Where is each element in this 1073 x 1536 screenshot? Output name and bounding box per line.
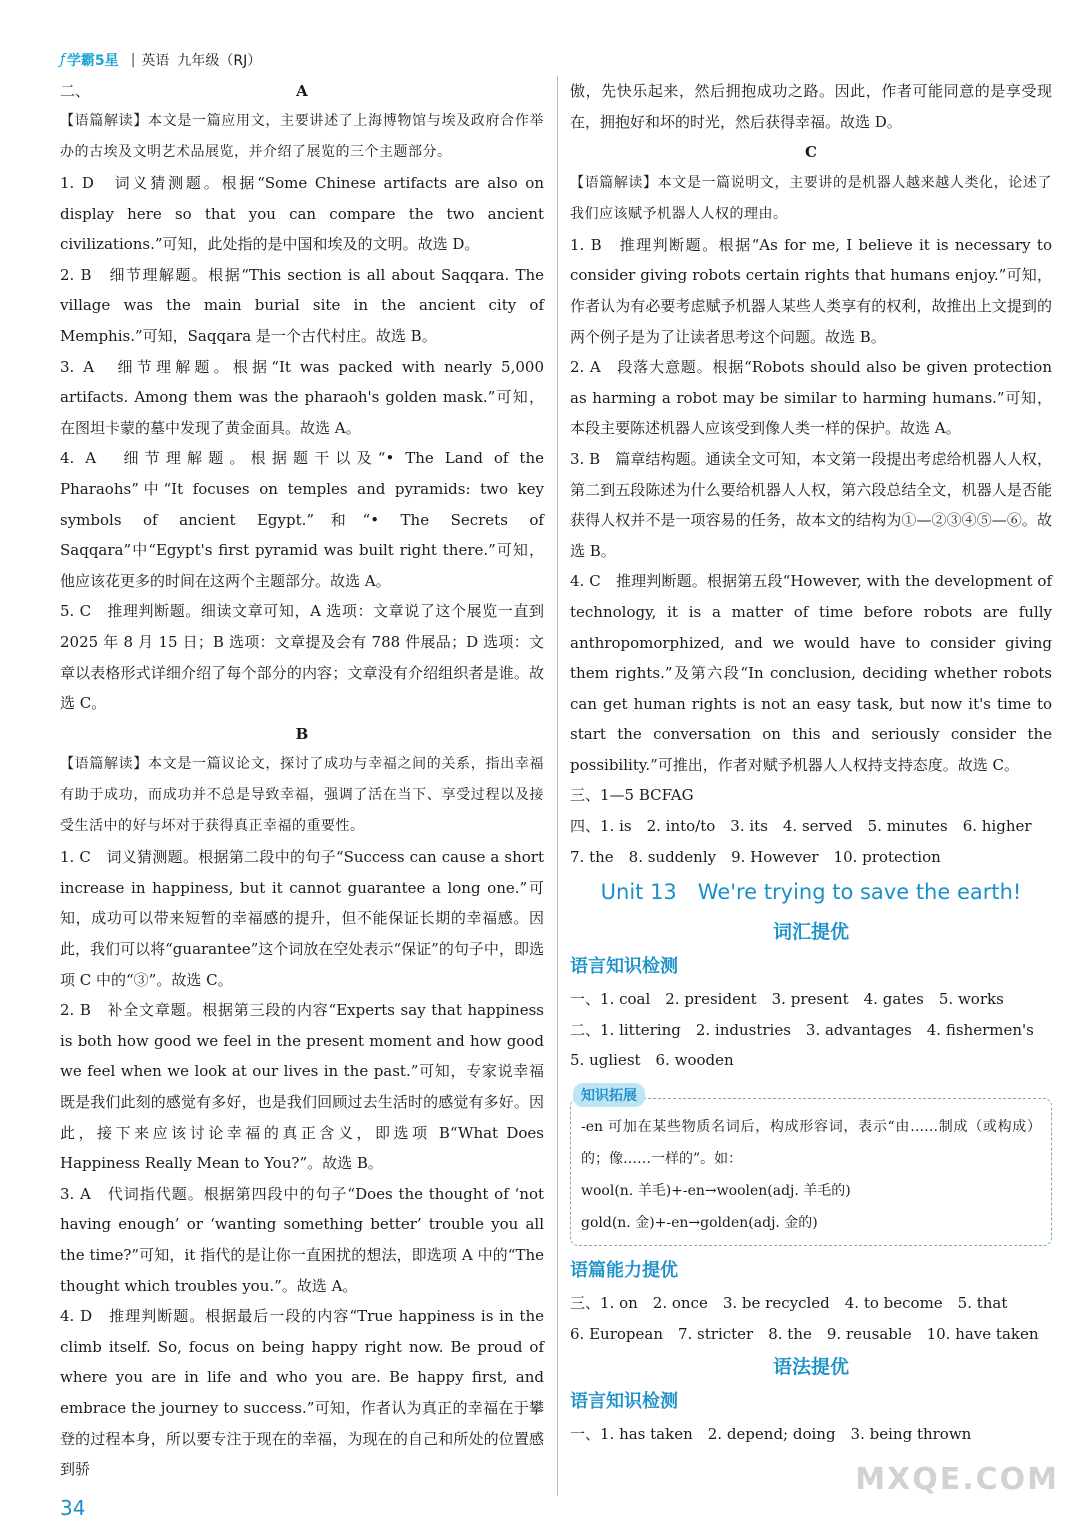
page-number: 34 xyxy=(60,1496,86,1520)
knowledge-extension-box xyxy=(570,1088,1052,1246)
part-label: 二、 xyxy=(60,82,91,100)
part-two-heading xyxy=(60,76,544,106)
header-subject: 英语 xyxy=(141,53,170,69)
answer-a5: 5. C 推理判断题。细读文章可知，A 选项：文章说了这个展览一直到 2025 年 8 月 15 日；B 选项：文章提及会有 788 件展品；D 选项：文章以表格形式详细介绍了每个部分的内容；文章没有介绍组织者是谁。故选 C。 xyxy=(60,602,544,713)
passage-c-analysis: 【语篇解读】本文是一篇说明文，主要讲的是机器人越来越人类化，论述了我们应该赋予机器人人权的理由。 xyxy=(570,174,1052,222)
header-grade: 九年级（RJ） xyxy=(177,53,262,69)
extension-rule: -en 可加在某些物质名词后，构成形容词，表示“由……制成（或构成）的；像……一样的”。如： xyxy=(581,1119,1041,1168)
right-column xyxy=(570,76,1052,1450)
vocab-part-two-line1: 二、1. littering 2. industries 3. advantages 4. fishermen's xyxy=(570,1020,1034,1039)
part-four-answers-line1: 四、1. is 2. into/to 3. its 4. served 5. minutes 6. higher xyxy=(570,817,1032,836)
header-separator: | xyxy=(130,52,136,68)
part-three-answers: 三、1—5 BCFAG xyxy=(570,786,694,805)
watermark: MXQE.COM xyxy=(855,1462,1059,1497)
answer-b1: 1. C 词义猜测题。根据第二段中的句子“Success can cause a short increase in happiness, but it cannot guarantee a long one.”可知，成功可以带来短暂的幸福感的提升，但不能保证长期的幸福感。因此，我们可以将“guarantee”这个词放在空处表示“保证”的句子中，即选项 C 中的“③”。故选 C。 xyxy=(60,848,544,989)
passage-b-heading: B xyxy=(295,724,309,743)
answer-b4-continued: 傲，先快乐起来，然后拥抱成功之路。因此，作者可能同意的是享受现在，拥抱好和坏的时光，然后获得幸福。故选 D。 xyxy=(570,82,1052,131)
vocab-section-title: 词汇提优 xyxy=(772,921,849,944)
grammar-section-title: 语法提优 xyxy=(772,1356,849,1379)
answer-b3: 3. A 代词指代题。根据第四段中的句子“Does the thought of ‘not having enough’ or ‘wanting something better’ trouble you all the time?”可知，it 指代的是让你一直困扰的想法，即选项 A 中的“The thought which troubles you.”。故选 A。 xyxy=(60,1184,544,1295)
answer-b4: 4. D 推理判断题。根据最后一段的内容“True happiness is in the climb itself. So, focus on being happy right now. Be proud of where you are in life and who you are. Be happy first, and embrace the journey to success.”可知，作者认为真正的幸福在于攀登的过程本身，所以要专注于现在的幸福，为现在的自己和所处的位置感到骄 xyxy=(60,1307,544,1479)
passage-a-heading: A xyxy=(296,82,308,100)
vocab-part-one: 一、1. coal 2. president 3. present 4. gates 5. works xyxy=(570,990,1004,1009)
grammar-answers-line1: 一、1. has taken 2. depend; doing 3. being thrown xyxy=(570,1425,972,1444)
left-column xyxy=(60,76,544,1485)
passage-c-heading: C xyxy=(805,143,817,162)
reading-answers-line2: 6. European 7. stricter 8. the 9. reusable 10. have taken xyxy=(570,1324,1039,1343)
answer-a2: 2. B 细节理解题。根据“This section is all about Saqqara. The village was the main burial site in the ancient city of Memphis.”可知，Saqqara 是一个古代村庄。故选 B。 xyxy=(60,265,544,345)
answer-a4: 4. A 细节理解题。根据题干以及“• The Land of the Pharaohs”中“It focuses on temples and pyramids: two key symbols of ancient Egypt.”和“• The Secrets of Saqqara”中“Egypt's first pyramid was built right there.”可知，他应该花更多的时间在这两个主题部分。故选 A。 xyxy=(60,449,544,590)
answer-c1: 1. B 推理判断题。根据“As for me, I believe it is necessary to consider giving robots certain rights that humans enjoy.”可知，作者认为有必要考虑赋予机器人某些人类享有的权利，故推出上文提到的两个例子是为了让读者思考这个问题。故选 B。 xyxy=(570,235,1052,346)
reading-ability-heading: 语篇能力提优 xyxy=(570,1260,678,1282)
answer-c3: 3. B 篇章结构题。通读全文可知，本文第一段提出考虑给机器人人权，第二到五段陈述为什么要给机器人人权，第六段总结全文，机器人是否能获得人权并不是一项容易的任务，故本文的结构为①—②③④⑤—⑥。故选 B。 xyxy=(570,449,1052,560)
page-header xyxy=(60,50,261,70)
unit-title: Unit 13 We're trying to save the earth! xyxy=(600,880,1022,905)
extension-example-wool: wool(n. 羊毛)+-en→woolen(adj. 羊毛的) xyxy=(581,1183,851,1200)
reading-answers-line1: 三、1. on 2. once 3. be recycled 4. to become 5. that xyxy=(570,1294,1008,1313)
brand-name: 学霸5星 xyxy=(66,53,119,69)
answer-c2: 2. A 段落大意题。根据“Robots should also be given protection as harming a robot may be similar to harming humans.”可知，本段主要陈述机器人应该受到像人类一样的保护。故选 A。 xyxy=(570,358,1052,438)
column-divider xyxy=(557,76,558,1496)
vocab-part-two-line2: 5. ugliest 6. wooden xyxy=(570,1051,734,1070)
passage-a-analysis: 【语篇解读】本文是一篇应用文，主要讲述了上海博物馆与埃及政府合作举办的古埃及文明艺术品展览，并介绍了展览的三个主题部分。 xyxy=(60,113,544,160)
part-four-answers-line2: 7. the 8. suddenly 9. However 10. protection xyxy=(570,847,941,866)
answer-a1: 1. D 词义猜测题。根据“Some Chinese artifacts are also on display here so that you can compare the two ancient civilizations.”可知，此处指的是中国和埃及的文明。故选 D。 xyxy=(60,174,544,254)
knowledge-extension-tag: 知识拓展 xyxy=(573,1083,645,1107)
answer-a3: 3. A 细节理解题。根据“It was packed with nearly 5,000 artifacts. Among them was the pharaoh's golden mask.”可知，在图坦卡蒙的墓中发现了黄金面具。故选 A。 xyxy=(60,357,544,437)
brand-logo-icon: ƒ xyxy=(60,52,65,68)
language-knowledge-heading: 语言知识检测 xyxy=(570,956,678,978)
answer-c4: 4. C 推理判断题。根据第五段“However, with the development of technology, it is a matter of time before robots are fully anthropomorphized, and we would have to consider giving them rights.”及第六段“In conclusion, deciding whether robots can get human rights is not an easy task, but now it's time to start the conversation on this and seriously consider the possibility.”可推出，作者对赋予机器人人权持支持态度。故选 C。 xyxy=(570,572,1052,774)
passage-b-analysis: 【语篇解读】本文是一篇议论文，探讨了成功与幸福之间的关系，指出幸福有助于成功，而成功并不总是导致幸福，强调了活在当下、享受过程以及接受生活中的好与坏对于获得真正幸福的重要性。 xyxy=(60,756,544,835)
grammar-knowledge-heading: 语言知识检测 xyxy=(570,1391,678,1413)
extension-example-gold: gold(n. 金)+-en→golden(adj. 金的) xyxy=(581,1215,818,1232)
answer-b2: 2. B 补全文章题。根据第三段的内容“Experts say that happiness is both how good we feel in the present moment and how good we feel when we look at our lives in the past.”可知，专家说幸福既是我们此刻的感觉有多好，也是我们回顾过去生活时的感觉有多好。因此，接下来应该讨论幸福的真正含义，即选项 B“What Does Happiness Really Mean to You?”。故选 B。 xyxy=(60,1001,544,1173)
